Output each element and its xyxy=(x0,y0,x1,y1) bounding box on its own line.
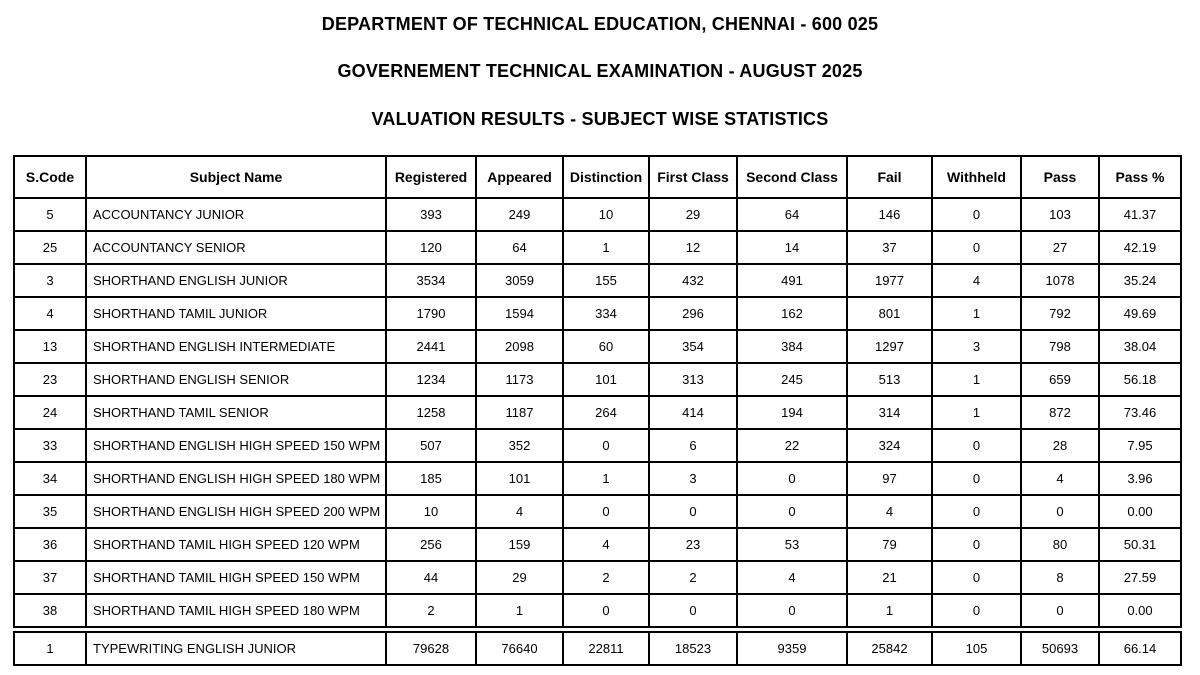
table-cell: 4 xyxy=(847,495,932,528)
table-cell: 79 xyxy=(847,528,932,561)
table-cell: 3 xyxy=(14,264,86,297)
table-cell: 36 xyxy=(14,528,86,561)
table-cell: 66.14 xyxy=(1099,632,1181,665)
table-cell: 7.95 xyxy=(1099,429,1181,462)
table-cell: 0 xyxy=(649,495,737,528)
table-cell: 8 xyxy=(1021,561,1099,594)
table-cell: 3.96 xyxy=(1099,462,1181,495)
table-cell: 53 xyxy=(737,528,847,561)
table-cell: 0 xyxy=(932,231,1021,264)
table-cell: 2 xyxy=(386,594,476,627)
table-cell: 1 xyxy=(476,594,563,627)
table-cell: 2 xyxy=(563,561,649,594)
column-header-first-class: First Class xyxy=(649,156,737,198)
table-cell: 1790 xyxy=(386,297,476,330)
table-row xyxy=(14,561,1181,594)
column-header-fail: Fail xyxy=(847,156,932,198)
table-cell: 798 xyxy=(1021,330,1099,363)
table-cell: 507 xyxy=(386,429,476,462)
table-cell: 56.18 xyxy=(1099,363,1181,396)
table-cell: 0 xyxy=(932,462,1021,495)
table-cell: 64 xyxy=(737,198,847,231)
table-cell: 1078 xyxy=(1021,264,1099,297)
table-cell: 245 xyxy=(737,363,847,396)
table-cell: 23 xyxy=(14,363,86,396)
subject-name-cell: SHORTHAND ENGLISH SENIOR xyxy=(86,363,386,396)
table-body-continued xyxy=(14,632,1181,665)
table-cell: 76640 xyxy=(476,632,563,665)
table-cell: 872 xyxy=(1021,396,1099,429)
table-cell: 18523 xyxy=(649,632,737,665)
table-cell: 0 xyxy=(1021,495,1099,528)
table-cell: 4 xyxy=(476,495,563,528)
table-row xyxy=(14,462,1181,495)
table-cell: 0 xyxy=(649,594,737,627)
table-cell: 35 xyxy=(14,495,86,528)
subject-name-cell: TYPEWRITING ENGLISH JUNIOR xyxy=(86,632,386,665)
table-cell: 3 xyxy=(649,462,737,495)
table-cell: 0.00 xyxy=(1099,594,1181,627)
table-cell: 28 xyxy=(1021,429,1099,462)
table-cell: 29 xyxy=(476,561,563,594)
table-cell: 1977 xyxy=(847,264,932,297)
table-cell: 50693 xyxy=(1021,632,1099,665)
table-cell: 801 xyxy=(847,297,932,330)
table-cell: 73.46 xyxy=(1099,396,1181,429)
table-cell: 0 xyxy=(737,462,847,495)
table-cell: 64 xyxy=(476,231,563,264)
table-cell: 97 xyxy=(847,462,932,495)
table-cell: 23 xyxy=(649,528,737,561)
table-cell: 27 xyxy=(1021,231,1099,264)
table-cell: 334 xyxy=(563,297,649,330)
table-body xyxy=(14,198,1181,627)
table-header-row xyxy=(14,156,1181,198)
table-cell: 354 xyxy=(649,330,737,363)
subject-name-cell: SHORTHAND ENGLISH HIGH SPEED 150 WPM xyxy=(86,429,386,462)
table-cell: 1594 xyxy=(476,297,563,330)
subject-name-cell: ACCOUNTANCY SENIOR xyxy=(86,231,386,264)
table-row xyxy=(14,198,1181,231)
column-header-registered: Registered xyxy=(386,156,476,198)
table-cell: 0 xyxy=(932,594,1021,627)
table-cell: 4 xyxy=(1021,462,1099,495)
table-cell: 101 xyxy=(476,462,563,495)
subject-name-cell: SHORTHAND TAMIL HIGH SPEED 180 WPM xyxy=(86,594,386,627)
column-header-subject-name: Subject Name xyxy=(86,156,386,198)
table-cell: 10 xyxy=(563,198,649,231)
table-cell: 264 xyxy=(563,396,649,429)
table-row xyxy=(14,594,1181,627)
table-cell: 1 xyxy=(14,632,86,665)
table-cell: 324 xyxy=(847,429,932,462)
column-header-s-code: S.Code xyxy=(14,156,86,198)
table-cell: 44 xyxy=(386,561,476,594)
table-cell: 1234 xyxy=(386,363,476,396)
table-cell: 60 xyxy=(563,330,649,363)
table-cell: 101 xyxy=(563,363,649,396)
table-cell: 22 xyxy=(737,429,847,462)
table-cell: 491 xyxy=(737,264,847,297)
table-cell: 2 xyxy=(649,561,737,594)
table-cell: 5 xyxy=(14,198,86,231)
table-cell: 27.59 xyxy=(1099,561,1181,594)
table-cell: 6 xyxy=(649,429,737,462)
subject-name-cell: SHORTHAND TAMIL HIGH SPEED 120 WPM xyxy=(86,528,386,561)
column-header-second-class: Second Class xyxy=(737,156,847,198)
subject-name-cell: SHORTHAND ENGLISH HIGH SPEED 180 WPM xyxy=(86,462,386,495)
table-cell: 9359 xyxy=(737,632,847,665)
column-header-pass: Pass xyxy=(1021,156,1099,198)
table-cell: 1187 xyxy=(476,396,563,429)
table-cell: 1 xyxy=(932,363,1021,396)
table-cell: 352 xyxy=(476,429,563,462)
table-row xyxy=(14,330,1181,363)
subject-name-cell: SHORTHAND TAMIL JUNIOR xyxy=(86,297,386,330)
table-cell: 3059 xyxy=(476,264,563,297)
table-cell: 249 xyxy=(476,198,563,231)
table-cell: 0 xyxy=(737,495,847,528)
table-cell: 3 xyxy=(932,330,1021,363)
subject-name-cell: ACCOUNTANCY JUNIOR xyxy=(86,198,386,231)
table-cell: 103 xyxy=(1021,198,1099,231)
column-header-distinction: Distinction xyxy=(563,156,649,198)
table-cell: 1 xyxy=(932,297,1021,330)
table-cell: 256 xyxy=(386,528,476,561)
table-cell: 162 xyxy=(737,297,847,330)
table-cell: 0 xyxy=(563,594,649,627)
table-cell: 1173 xyxy=(476,363,563,396)
table-cell: 105 xyxy=(932,632,1021,665)
table-cell: 0 xyxy=(932,561,1021,594)
table-cell: 792 xyxy=(1021,297,1099,330)
subject-name-cell: SHORTHAND ENGLISH JUNIOR xyxy=(86,264,386,297)
table-cell: 659 xyxy=(1021,363,1099,396)
table-cell: 0 xyxy=(563,495,649,528)
table-cell: 432 xyxy=(649,264,737,297)
table-row xyxy=(14,495,1181,528)
table-cell: 25 xyxy=(14,231,86,264)
table-cell: 37 xyxy=(847,231,932,264)
table-cell: 41.37 xyxy=(1099,198,1181,231)
table-cell: 185 xyxy=(386,462,476,495)
table-cell: 314 xyxy=(847,396,932,429)
table-cell: 33 xyxy=(14,429,86,462)
table-cell: 0 xyxy=(563,429,649,462)
table-cell: 10 xyxy=(386,495,476,528)
table-cell: 313 xyxy=(649,363,737,396)
table-cell: 12 xyxy=(649,231,737,264)
subject-statistics-table xyxy=(13,155,1182,628)
table-row xyxy=(14,396,1181,429)
column-header-appeared: Appeared xyxy=(476,156,563,198)
table-cell: 4 xyxy=(737,561,847,594)
title-report: VALUATION RESULTS - SUBJECT WISE STATISTICS xyxy=(371,109,829,129)
table-cell: 1 xyxy=(563,462,649,495)
table-row xyxy=(14,297,1181,330)
table-cell: 384 xyxy=(737,330,847,363)
table-cell: 414 xyxy=(649,396,737,429)
table-cell: 80 xyxy=(1021,528,1099,561)
table-cell: 37 xyxy=(14,561,86,594)
table-cell: 4 xyxy=(563,528,649,561)
subject-name-cell: SHORTHAND ENGLISH INTERMEDIATE xyxy=(86,330,386,363)
table-cell: 2441 xyxy=(386,330,476,363)
table-cell: 42.19 xyxy=(1099,231,1181,264)
table-cell: 49.69 xyxy=(1099,297,1181,330)
table-header xyxy=(14,156,1181,198)
table-cell: 120 xyxy=(386,231,476,264)
table-cell: 146 xyxy=(847,198,932,231)
table-cell: 25842 xyxy=(847,632,932,665)
table-cell: 1 xyxy=(563,231,649,264)
table-cell: 155 xyxy=(563,264,649,297)
table-cell: 0 xyxy=(932,495,1021,528)
table-cell: 35.24 xyxy=(1099,264,1181,297)
table-row xyxy=(14,363,1181,396)
title-examination: GOVERNEMENT TECHNICAL EXAMINATION - AUGUST 2025 xyxy=(337,61,863,81)
table-cell: 22811 xyxy=(563,632,649,665)
table-cell: 0 xyxy=(932,528,1021,561)
table-cell: 50.31 xyxy=(1099,528,1181,561)
table-cell: 2098 xyxy=(476,330,563,363)
table-cell: 1 xyxy=(847,594,932,627)
page-header xyxy=(0,0,1200,130)
table-cell: 3534 xyxy=(386,264,476,297)
table-cell: 194 xyxy=(737,396,847,429)
column-header-pass: Pass % xyxy=(1099,156,1181,198)
table-cell: 159 xyxy=(476,528,563,561)
table-cell: 79628 xyxy=(386,632,476,665)
table-row xyxy=(14,264,1181,297)
table-cell: 0 xyxy=(932,429,1021,462)
table-cell: 21 xyxy=(847,561,932,594)
table-cell: 0 xyxy=(737,594,847,627)
title-department: DEPARTMENT OF TECHNICAL EDUCATION, CHENNAI - 600 025 xyxy=(321,14,879,34)
table-cell: 24 xyxy=(14,396,86,429)
table-cell: 38.04 xyxy=(1099,330,1181,363)
table-cell: 4 xyxy=(14,297,86,330)
table-row xyxy=(14,231,1181,264)
table-cell: 14 xyxy=(737,231,847,264)
subject-name-cell: SHORTHAND ENGLISH HIGH SPEED 200 WPM xyxy=(86,495,386,528)
column-header-withheld: Withheld xyxy=(932,156,1021,198)
table-cell: 296 xyxy=(649,297,737,330)
table-cell: 1297 xyxy=(847,330,932,363)
table-cell: 0.00 xyxy=(1099,495,1181,528)
table-cell: 513 xyxy=(847,363,932,396)
table-cell: 4 xyxy=(932,264,1021,297)
table-row xyxy=(14,528,1181,561)
table-cell: 0 xyxy=(932,198,1021,231)
subject-name-cell: SHORTHAND TAMIL SENIOR xyxy=(86,396,386,429)
table-row xyxy=(14,429,1181,462)
table-cell: 1258 xyxy=(386,396,476,429)
table-cell: 29 xyxy=(649,198,737,231)
table-cell: 0 xyxy=(1021,594,1099,627)
table-cell: 38 xyxy=(14,594,86,627)
table-cell: 1 xyxy=(932,396,1021,429)
table-cell: 393 xyxy=(386,198,476,231)
subject-statistics-table-continued xyxy=(13,631,1182,666)
table-cell: 13 xyxy=(14,330,86,363)
table-cell: 34 xyxy=(14,462,86,495)
table-row xyxy=(14,632,1181,665)
subject-name-cell: SHORTHAND TAMIL HIGH SPEED 150 WPM xyxy=(86,561,386,594)
